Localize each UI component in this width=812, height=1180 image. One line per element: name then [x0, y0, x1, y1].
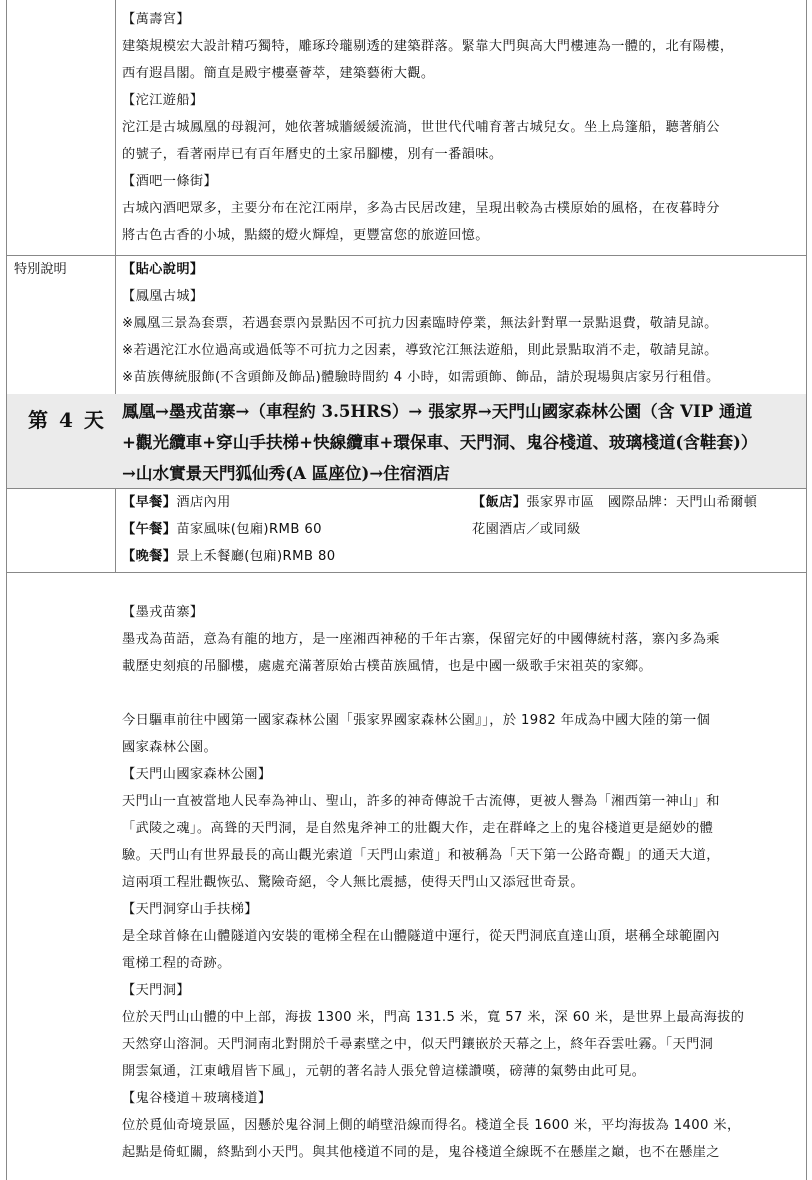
- hotel-value: 張家界市區 國際品牌：天門山希爾頓: [526, 495, 758, 510]
- lunch-label: 【午餐】: [122, 522, 177, 537]
- section-heading: 【酒吧一條街】: [122, 174, 218, 189]
- blank-line: [122, 680, 802, 707]
- section-heading: 【天門洞穿山手扶梯】: [122, 902, 258, 917]
- table-border-left: [6, 0, 7, 1180]
- meals-section: [122, 489, 462, 570]
- lunch-row: [122, 516, 462, 543]
- paragraph-line: 天門山一直被當地人民奉為神山、聖山，許多的神奇傳說千古流傳，更被人譽為「湘西第一神山」和: [122, 794, 720, 809]
- route-line: →山水實景天門狐仙秀(A 區座位)→住宿酒店: [122, 463, 450, 483]
- paragraph-line: 將古色古香的小城，點綴的燈火輝煌，更豐富您的旅遊回憶。: [122, 228, 489, 243]
- breakfast-row: [122, 489, 462, 516]
- special-notes-label: 特別說明: [14, 262, 67, 277]
- note-item: ※苗族傳統服飾(不含頭飾及飾品)體驗時間約 4 小時，如需頭飾、飾品，請於現場與店家另行租借。: [122, 370, 720, 385]
- section-heading: 【天門山國家森林公園】: [122, 767, 272, 782]
- day-number-label: 第 4 天: [28, 408, 106, 432]
- column-divider: [115, 0, 116, 394]
- paragraph-line: 沱江是古城鳳凰的母親河，她依著城牆緩緩流淌，世世代代哺育著古城兒女。坐上烏篷船，聽著艄公: [122, 120, 720, 135]
- hotel-row: [472, 489, 802, 516]
- tips-title: 【貼心說明】: [122, 262, 204, 277]
- paragraph-line: 西有遐昌閣。簡直是殿宇樓臺薈萃，建築藝術大觀。: [122, 66, 435, 81]
- dinner-value: 景上禾餐廳(包廂)RMB 80: [176, 549, 336, 564]
- section-heading: 【鬼谷棧道＋玻璃棧道】: [122, 1091, 272, 1106]
- section-heading: 【萬壽宮】: [122, 12, 190, 27]
- paragraph-line: 建築規模宏大設計精巧獨特，雕琢玲瓏剔透的建築群落。緊靠大門與高大門樓連為一體的，北有陽樓，: [122, 39, 734, 54]
- paragraph-line: 位於天門山山體的中上部，海拔 1300 米，門高 131.5 米，寬 57 米，深 60 米，是世界上最高海拔的: [122, 1010, 745, 1025]
- lunch-value: 苗家風味(包廂)RMB 60: [176, 522, 322, 537]
- notes-subtitle: 【鳳凰古城】: [122, 289, 204, 304]
- section-heading: 【沱江遊船】: [122, 93, 204, 108]
- paragraph-line: 天然穿山溶洞。天門洞南北對開於千尋素壁之中，似天門鑲嵌於天幕之上，終年吞雲吐霧。「天門洞: [122, 1037, 714, 1052]
- route-line: +觀光纜車+穿山手扶梯+快線纜車+環保車、天門洞、鬼谷棧道、玻璃棧道(含鞋套)）: [122, 432, 758, 452]
- paragraph-line: 是全球首條在山體隧道內安裝的電梯全程在山體隧道中運行，從天門洞底直達山頂，堪稱全球範圍內: [122, 929, 720, 944]
- hotel-label: 【飯店】: [472, 495, 527, 510]
- dinner-label: 【晚餐】: [122, 549, 177, 564]
- paragraph-line: 古城內酒吧眾多，主要分布在沱江兩岸，多為古民居改建，呈現出較為古樸原始的風格，在夜暮時分: [122, 201, 720, 216]
- paragraph-line: 驗。天門山有世界最長的高山觀光索道「天門山索道」和被稱為「天下第一公路奇觀」的通天大道，: [122, 848, 720, 863]
- hotel-section: [472, 489, 802, 543]
- section-heading: 【天門洞】: [122, 983, 190, 998]
- paragraph-line: 這兩項工程壯觀恢弘、驚險奇絕，令人無比震撼，使得天門山又添冠世奇景。: [122, 875, 584, 890]
- note-item: ※若遇沱江水位過高或過低等不可抗力之因素，導致沱江無法遊船，則此景點取消不走，敬請見諒。: [122, 343, 718, 358]
- day4-attractions-section: [122, 599, 802, 1166]
- hotel-row-continued: 花園酒店／或同級: [472, 522, 581, 537]
- paragraph-line: 國家森林公園。: [122, 740, 218, 755]
- note-item: ※鳳凰三景為套票，若遇套票內景點因不可抗力因素臨時停業，無法針對單一景點退費，敬請見諒。: [122, 316, 718, 331]
- table-border-right: [806, 0, 807, 1180]
- breakfast-label: 【早餐】: [122, 495, 177, 510]
- special-notes-section: [122, 256, 802, 391]
- paragraph-line: 起點是倚虹關，終點到小天門。與其他棧道不同的是，鬼谷棧道全線既不在懸崖之巔，也不在懸崖之: [122, 1145, 720, 1160]
- row-divider: [6, 572, 807, 573]
- paragraph-line: 位於覓仙奇境景區，因懸於鬼谷洞上側的峭壁沿線而得名。棧道全長 1600 米，平均海拔為 1400 米，: [122, 1118, 741, 1133]
- paragraph-line: 載歷史刻痕的吊腳樓，處處充滿著原始古樸苗族風情，也是中國一級歌手宋祖英的家鄉。: [122, 659, 652, 674]
- paragraph-line: 「武陵之魂」。高聳的天門洞，是自然鬼斧神工的壯觀大作，走在群峰之上的鬼谷棧道更是絕妙的體: [122, 821, 714, 836]
- route-line: 鳳凰→墨戎苗寨→（車程約 3.5HRS）→ 張家界→天門山國家森林公園（含 VIP 通道: [122, 401, 753, 421]
- paragraph-line: 開雲氣通，江東峨眉皆下風」，元朝的著名詩人張兌曾這樣讚嘆，磅薄的氣勢由此可見。: [122, 1064, 646, 1079]
- breakfast-value: 酒店內用: [176, 495, 231, 510]
- column-divider: [115, 488, 116, 572]
- dinner-row: [122, 543, 462, 570]
- section-heading: 【墨戎苗寨】: [122, 605, 204, 620]
- paragraph-line: 墨戎為苗語，意為有龍的地方，是一座湘西神秘的千年古寨，保留完好的中國傳統村落，寨內多為乘: [122, 632, 720, 647]
- paragraph-line: 電梯工程的奇跡。: [122, 956, 231, 971]
- day-route-title: [122, 396, 758, 489]
- attractions-section: [122, 6, 802, 249]
- paragraph-line: 今日驅車前往中國第一國家森林公園「張家界國家森林公園』」，於 1982 年成為中國大陸的第一個: [122, 713, 711, 728]
- paragraph-line: 的號子，看著兩岸已有百年曆史的土家吊腳樓，別有一番韻味。: [122, 147, 503, 162]
